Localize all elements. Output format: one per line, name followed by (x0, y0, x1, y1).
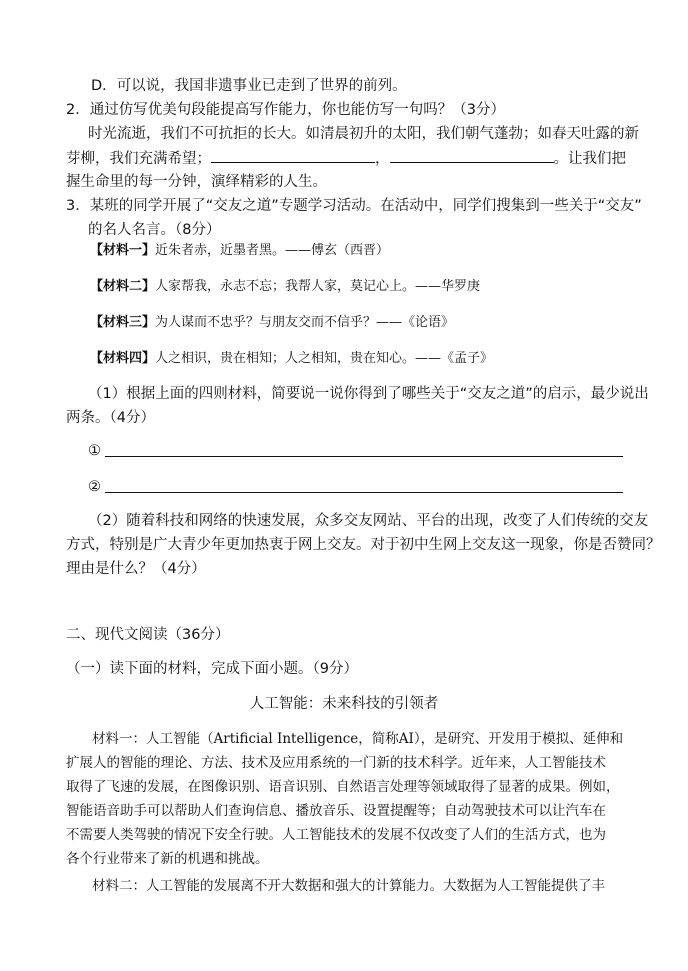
q3-sub2-line1: （2）随着科技和网络的快速发展，众多交友网站、平台的出现，改变了人们传统的交友 (88, 513, 649, 529)
article-title: 人工智能：未来科技的引领者 (249, 696, 439, 712)
article-paragraph-line: 智能语音助手可以帮助人们查询信息、播放音乐、设置提醒等；自动驾驶技术可以让汽车在 (66, 803, 606, 819)
answer-line-1[interactable] (105, 456, 623, 457)
material-text: 人之相识，贵在相知；人之相知，贵在知心。——《孟子》 (155, 351, 494, 366)
material-text: 近朱者赤，近墨者黑。——傅玄（西晋） (155, 243, 390, 258)
material-tag: 【材料四】 (90, 351, 156, 366)
material-text: 人家帮我，永志不忘；我帮人家，莫记心上。——华罗庚 (155, 279, 481, 294)
q2-stem: 2．通过仿写优美句段能提高写作能力，你也能仿写一句吗？（3分） (66, 102, 505, 118)
q2-comma: ， (375, 151, 390, 167)
q3-sub2-line3: 理由是什么？（4分） (66, 561, 206, 577)
article-paragraph-line: 材料二：人工智能的发展离不开大数据和强大的计算能力。大数据为人工智能提供了丰 (92, 878, 605, 894)
q3-stem-line2: 的名人名言。（8分） (88, 222, 221, 238)
q3-sub2-line2: 方式，特别是广大青少年更加热衷于网上交友。对于初中生网上交友这一现象，你是否赞同？ (66, 537, 661, 553)
answer-blank-1[interactable] (211, 148, 375, 163)
part1-instruction: （一）读下面的材料，完成下面小题。（9分） (66, 661, 358, 677)
answer-line-2[interactable] (105, 492, 623, 493)
material-tag: 【材料一】 (90, 243, 156, 258)
answer-mark-1: ① (88, 443, 101, 459)
material-tag: 【材料二】 (90, 279, 156, 294)
answer-blank-2[interactable] (390, 148, 554, 163)
q1-option-d: D．可以说，我国非遗事业已走到了世界的前列。 (91, 78, 407, 94)
q2-example-line2 (66, 148, 626, 169)
article-paragraph-line: 取得了飞速的发展，在图像识别、语音识别、自然语言处理等领域取得了显著的成果。例如， (66, 779, 620, 795)
material-3 (90, 313, 454, 333)
section-heading: 二、现代文阅读（36分） (66, 627, 230, 643)
q2-line2-text: 芽柳，我们充满希望； (66, 151, 211, 167)
article-paragraph-line: 扩展人的智能的理论、方法、技术及应用系统的一门新的技术科学。近年来，人工智能技术 (66, 755, 606, 771)
material-1 (90, 241, 389, 261)
q3-sub1-line1: （1）根据上面的四则材料，简要说一说你得到了哪些关于“交友之道”的启示，最少说出 (88, 386, 649, 402)
material-2 (90, 277, 480, 297)
q2-example-line1: 时光流逝，我们不可抗拒的长大。如清晨初升的太阳，我们朝气蓬勃；如春天吐露的新 (88, 126, 639, 142)
answer-mark-2: ② (88, 479, 101, 495)
material-tag: 【材料三】 (90, 315, 156, 330)
article-paragraph-line: 材料一：人工智能（Artificial Intelligence，简称AI），是研究、开发用于模拟、延伸和 (92, 731, 624, 747)
material-text: 为人谋而不忠乎？与朋友交而不信乎？——《论语》 (155, 315, 455, 330)
q2-example-line3: 握生命里的每一分钟，演绎精彩的人生。 (66, 174, 327, 190)
q2-line2-end: 。让我们把 (553, 151, 626, 167)
material-4 (90, 349, 493, 369)
article-paragraph-line: 各个行业带来了新的机遇和挑战。 (66, 851, 269, 867)
article-paragraph-line: 不需要人类驾驶的情况下安全行驶。人工智能技术的发展不仅改变了人们的生活方式，也为 (66, 827, 606, 843)
q3-stem-line1: 3．某班的同学开展了“交友之道”专题学习活动。在活动中，同学们搜集到一些关于“交友” (66, 198, 642, 214)
q3-sub1-line2: 两条。（4分） (66, 410, 155, 426)
